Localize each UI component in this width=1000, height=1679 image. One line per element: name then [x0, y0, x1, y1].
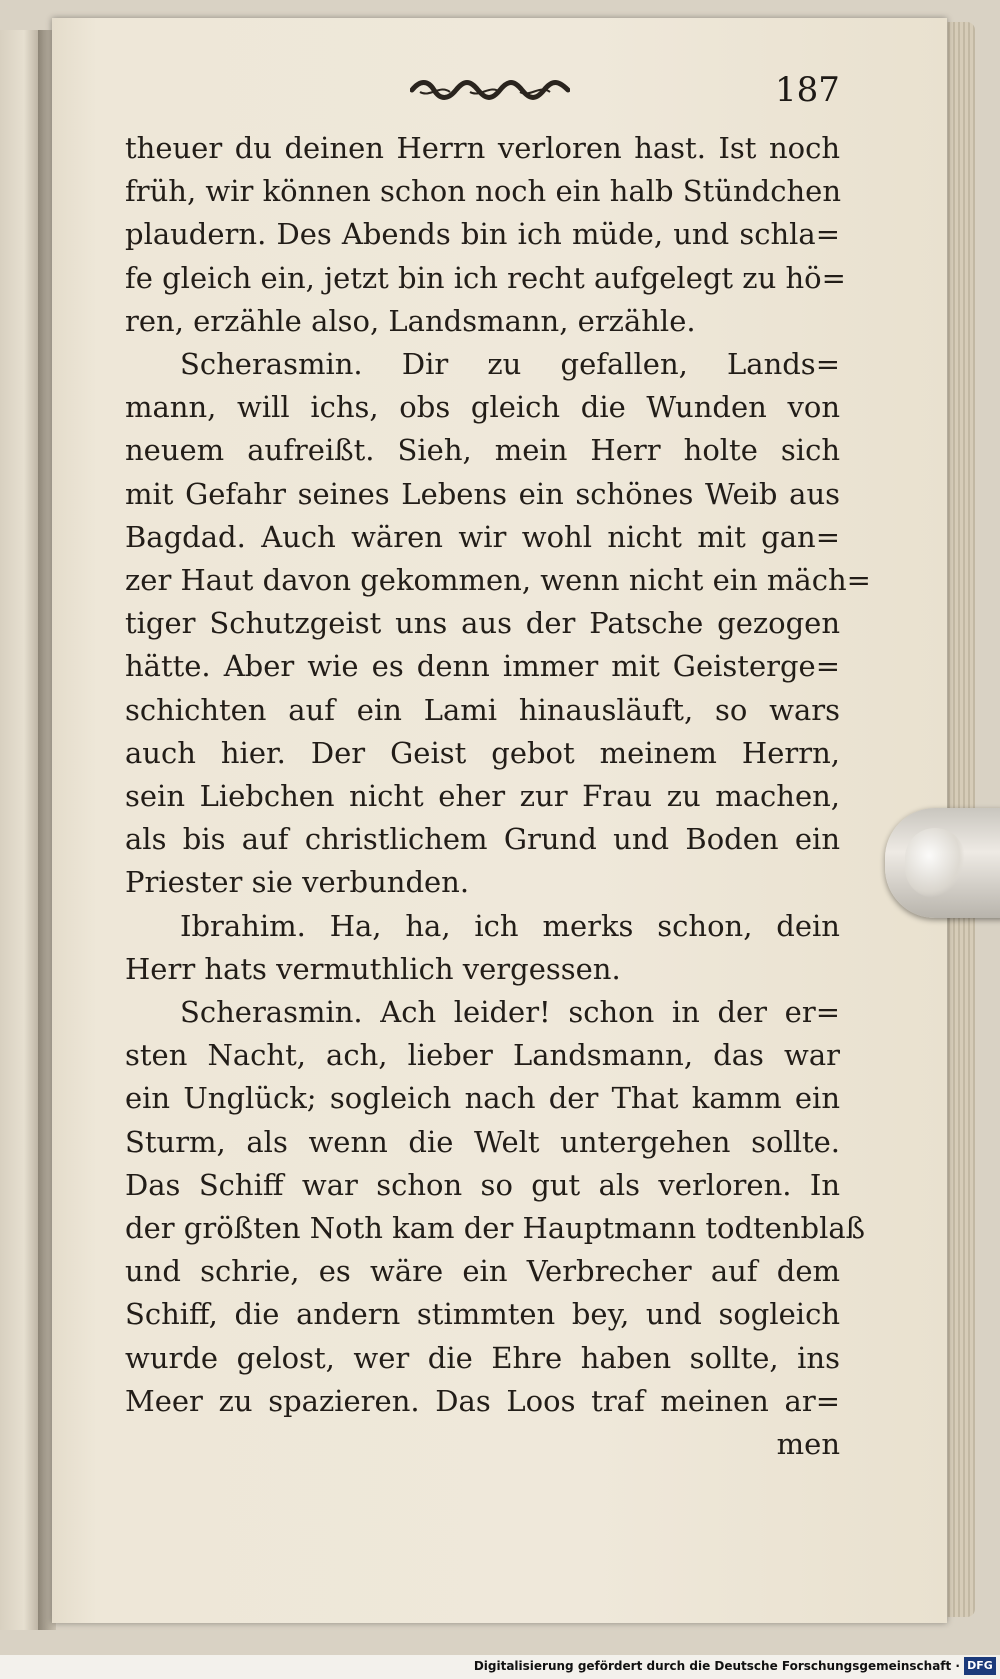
- left-page-edge: [0, 30, 40, 1630]
- text-line: auch hier. Der Geist gebot meinem Herrn,: [125, 735, 840, 770]
- text-line: zer Haut davon gekommen, wenn nicht ein mäch=: [125, 563, 871, 597]
- text-line: mann, will ichs, obs gleich die Wunden von: [125, 390, 840, 425]
- text-line: men: [776, 1427, 840, 1461]
- text-line: schichten auf ein Lami hinausläuft, so wars: [125, 692, 840, 727]
- text-line: Das Schiff war schon so gut als verloren. In: [125, 1167, 840, 1202]
- text-line: als bis auf christlichem Grund und Boden ein: [125, 822, 840, 857]
- text-line: Bagdad. Auch wären wir wohl nicht mit gan=: [125, 519, 840, 554]
- text-line: Scherasmin. Ach leider! schon in der er=: [180, 995, 840, 1029]
- footer-credit: Digitalisierung gefördert durch die Deutsche Forschungsgemeinschaft ·: [473, 1659, 960, 1673]
- text-line: Scherasmin. Dir zu gefallen, Lands=: [180, 347, 840, 381]
- text-line: theuer du deinen Herrn verloren hast. Ist noch: [125, 131, 840, 165]
- ornament-icon: [410, 70, 570, 110]
- text-line: fe gleich ein, jetzt bin ich recht aufgelegt zu hö=: [125, 260, 846, 295]
- footer-bar: [0, 1655, 1000, 1679]
- text-line: und schrie, es wäre ein Verbrecher auf dem: [125, 1254, 840, 1289]
- text-line: mit Gefahr seines Lebens ein schönes Weib aus: [125, 476, 840, 511]
- page-number: 187: [775, 70, 840, 110]
- text-line: der größten Noth kam der Hauptmann todtenblaß: [125, 1211, 866, 1245]
- page-clip-highlight: [905, 828, 965, 898]
- text-line: sein Liebchen nicht eher zur Frau zu machen,: [125, 779, 840, 813]
- text-line: plaudern. Des Abends bin ich müde, und schla=: [125, 217, 840, 252]
- dfg-logo-icon: DFG: [964, 1657, 996, 1675]
- text-line: Ibrahim. Ha, ha, ich merks schon, dein: [180, 908, 840, 943]
- text-line: neuem aufreißt. Sieh, mein Herr holte sich: [125, 433, 840, 468]
- text-line: Schiff, die andern stimmten bey, und sogleich: [125, 1297, 840, 1332]
- text-line: früh, wir können schon noch ein halb Stündchen: [125, 174, 841, 209]
- text-line: ren, erzähle also, Landsmann, erzähle.: [125, 303, 696, 338]
- text-line: sten Nacht, ach, lieber Landsmann, das war: [125, 1038, 840, 1073]
- text-line: Sturm, als wenn die Welt untergehen sollte.: [125, 1124, 840, 1159]
- text-line: Herr hats vermuthlich vergessen.: [125, 951, 621, 986]
- text-line: tiger Schutzgeist uns aus der Patsche gezogen: [125, 606, 840, 641]
- text-line: wurde gelost, wer die Ehre haben sollte, ins: [125, 1340, 840, 1375]
- text-line: Priester sie verbunden.: [125, 865, 470, 900]
- text-line: hätte. Aber wie es denn immer mit Geisterge=: [125, 649, 840, 684]
- text-line: Meer zu spazieren. Das Loos traf meinen ar=: [125, 1383, 840, 1418]
- text-line: ein Unglück; sogleich nach der That kamm ein: [125, 1081, 840, 1116]
